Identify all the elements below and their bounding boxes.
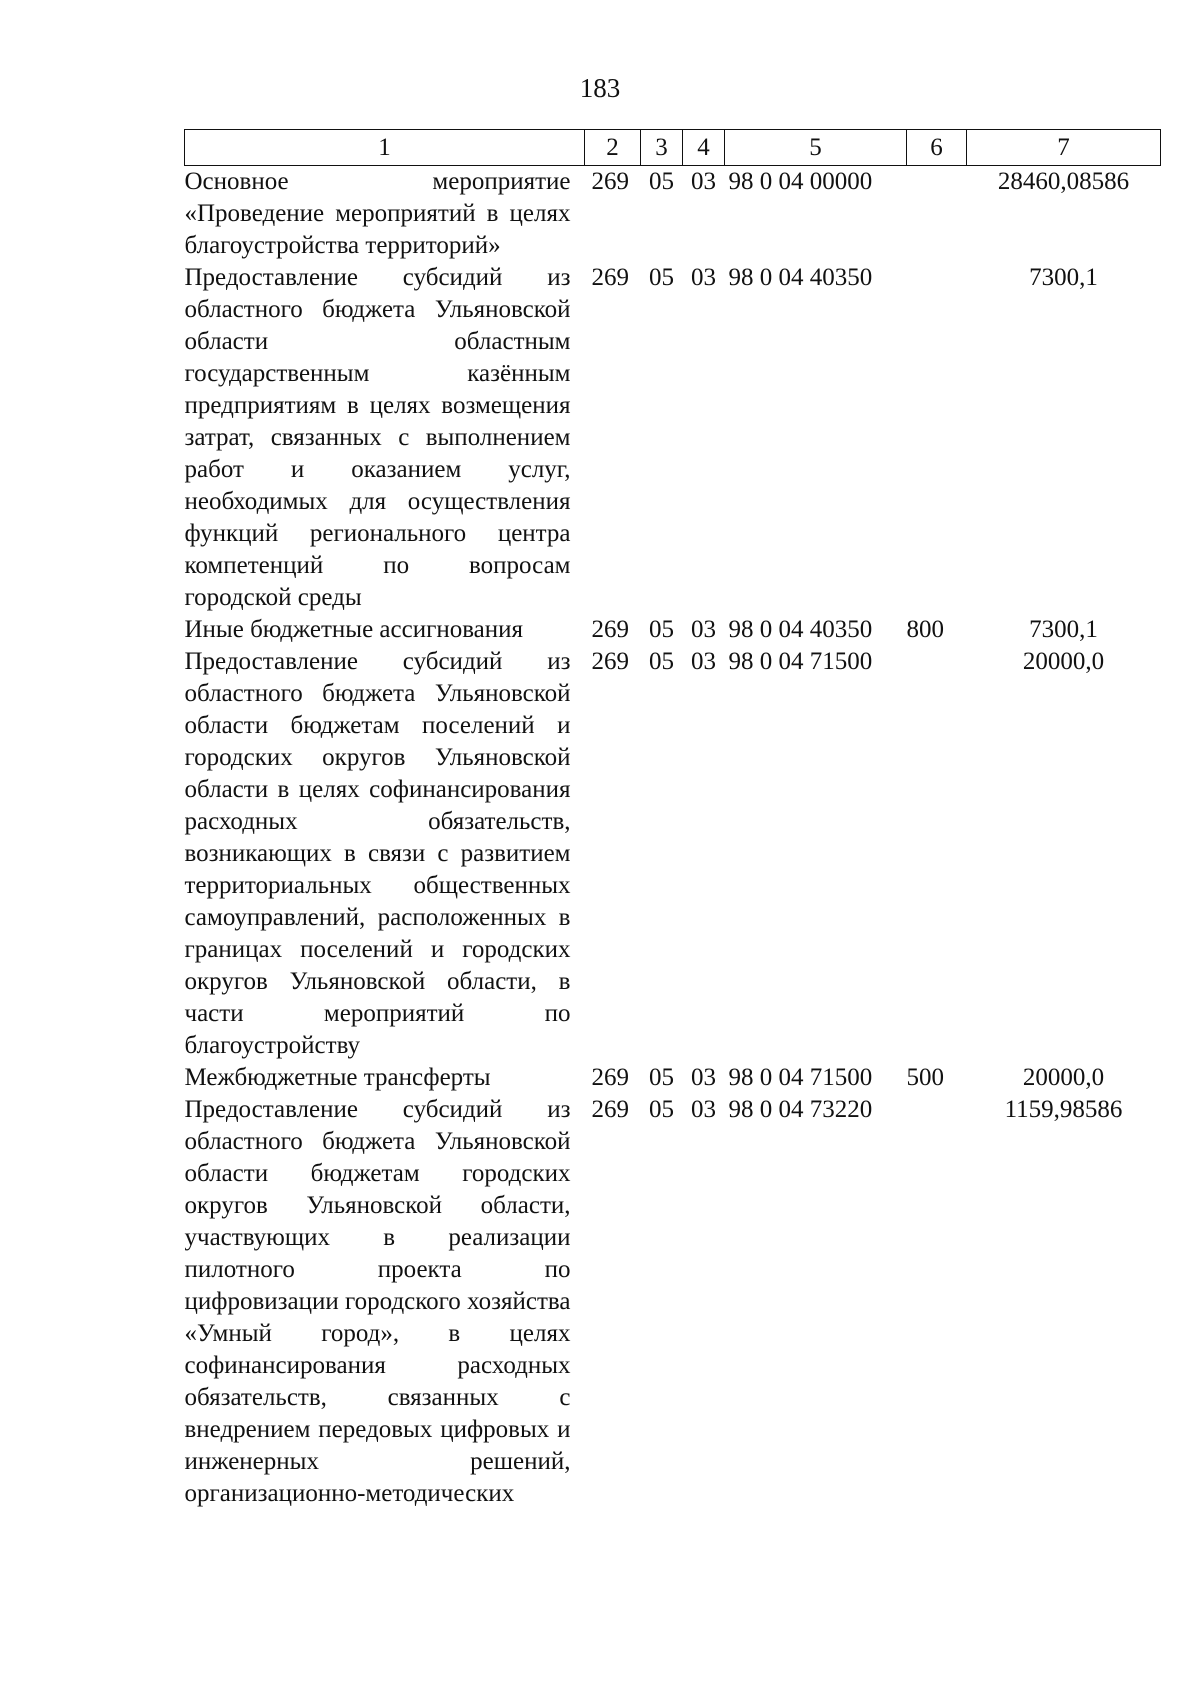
table-row [185,614,1161,646]
row-target-article: 98 0 04 00000 [728,168,873,195]
budget-table [184,129,1161,1510]
row-ministry-code: 269 [591,1064,629,1091]
row-target-article: 98 0 04 40350 [728,616,873,643]
row-section-code: 05 [649,1096,674,1123]
table-row [185,166,1161,263]
row-description: Основное мероприятие «Проведение мероприятий в целях благоустройства территорий» [184,168,571,259]
row-section-code: 05 [649,168,674,195]
row-section-code: 05 [649,616,674,643]
row-target-article: 98 0 04 73220 [728,1096,873,1123]
row-expense-type: 800 [906,616,944,643]
row-section-code: 05 [649,1064,674,1091]
row-subsection-code: 03 [691,168,716,195]
row-amount: 20000,0 [1022,1064,1105,1091]
row-ministry-code: 269 [591,264,629,291]
row-ministry-code: 269 [591,616,629,643]
row-ministry-code: 269 [591,648,629,675]
row-amount: 20000,0 [1022,648,1105,675]
row-expense-type: 500 [906,1064,944,1091]
row-subsection-code: 03 [691,1064,716,1091]
row-ministry-code: 269 [591,168,629,195]
row-subsection-code: 03 [691,1096,716,1123]
header-col-7: 7 [967,130,1161,166]
row-description: Предоставление субсидий из областного бюджета Ульяновской области бюджетам поселений и городских округов Ульяновской области в целях софинансирования расходных обязательств, возникающих в связи с развитием территориальных общественных самоуправлений, расположенных в границах поселений и городских округов Ульяновской области, в части мероприятий по благоустройству [184,648,571,1059]
row-expense-type [907,262,967,614]
table-header-row [185,130,1161,166]
row-expense-type [907,646,967,1062]
row-description: Иные бюджетные ассигнования [184,616,524,643]
header-col-5: 5 [725,130,907,166]
header-col-3: 3 [641,130,683,166]
row-description: Межбюджетные трансферты [184,1064,491,1091]
row-amount: 7300,1 [1029,264,1098,291]
row-amount: 28460,08586 [997,168,1130,195]
header-col-1: 1 [185,130,585,166]
table-row [185,262,1161,614]
row-description: Предоставление субсидий из областного бюджета Ульяновской области бюджетам городских округов Ульяновской области, участвующих в реализации пилотного проекта по цифровизации городского хозяйства «Умный город», в целях софинансирования расходных обязательств, связанных с внедрением передовых цифровых и инженерных решений, организационно-методических [184,1096,571,1507]
row-target-article: 98 0 04 71500 [728,648,873,675]
row-subsection-code: 03 [691,616,716,643]
table-row [185,646,1161,1062]
page-number: 183 [579,73,621,103]
row-expense-type [907,1094,967,1510]
row-description: Предоставление субсидий из областного бюджета Ульяновской области областным государственным казённым предприятиям в целях возмещения затрат, связанных с выполнением работ и оказанием услуг, необходимых для осуществления функций регионального центра компетенций по вопросам городской среды [184,264,571,611]
row-subsection-code: 03 [691,648,716,675]
table-row [185,1062,1161,1094]
row-target-article: 98 0 04 40350 [728,264,873,291]
row-amount: 1159,98586 [1004,1096,1123,1123]
table-row [185,1094,1161,1510]
row-expense-type [907,166,967,263]
row-section-code: 05 [649,648,674,675]
row-ministry-code: 269 [591,1096,629,1123]
header-col-2: 2 [585,130,641,166]
row-section-code: 05 [649,264,674,291]
header-col-4: 4 [683,130,725,166]
row-subsection-code: 03 [691,264,716,291]
header-col-6: 6 [907,130,967,166]
row-amount: 7300,1 [1029,616,1098,643]
row-target-article: 98 0 04 71500 [728,1064,873,1091]
